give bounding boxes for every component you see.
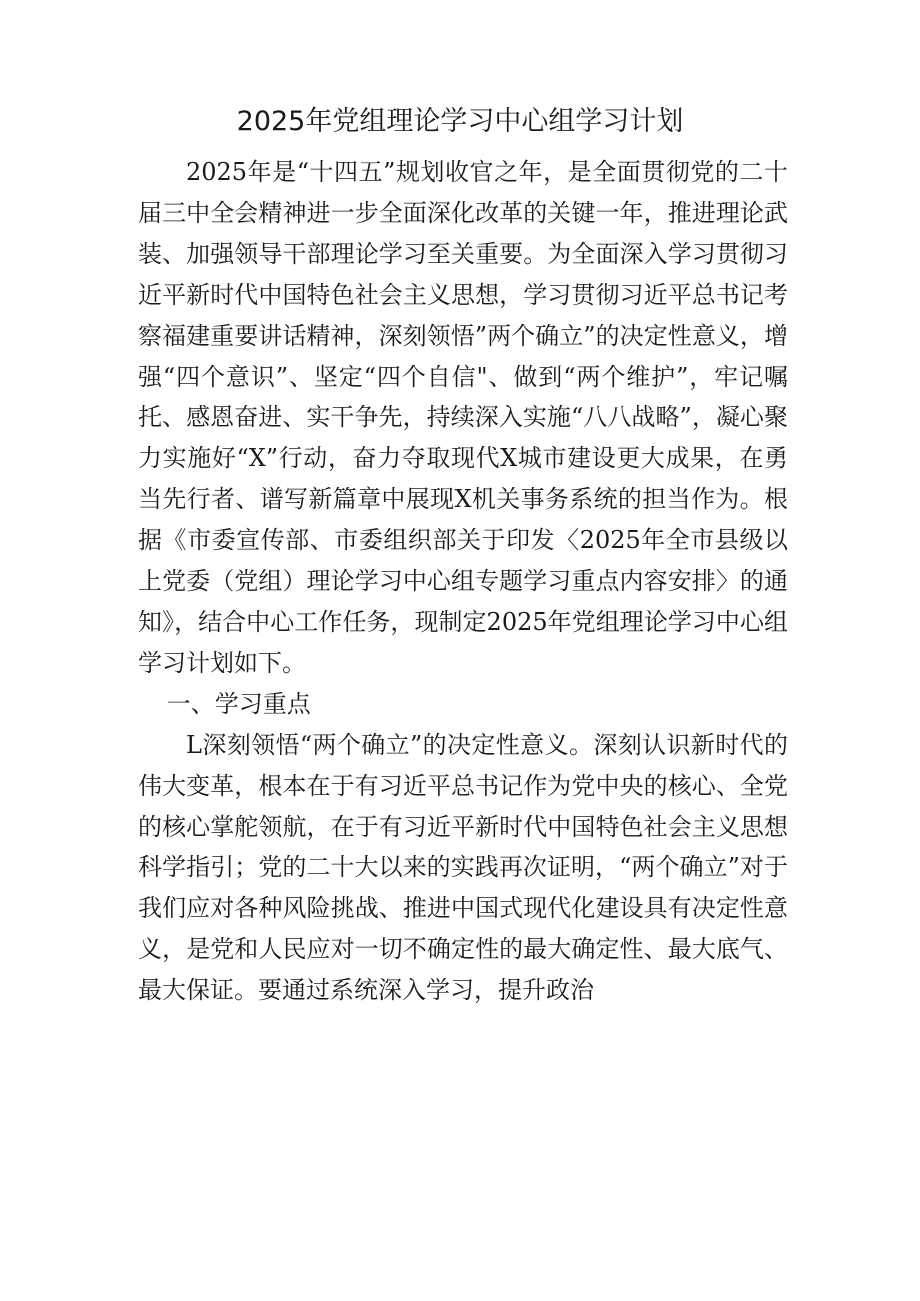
- document-title: 2025年党组理论学习中心组学习计划: [236, 106, 684, 137]
- point-1-paragraph: L深刻领悟“两个确立”的决定性意义。深刻认识新时代的伟大变革，根本在于有习近平总书记作为党中央的核心、全党的核心掌舵领航，在于有习近平新时代中国特色社会主义思想科学指引；党的二十大以来的实践再次证明，“两个确立”对于我们应对各种风险挑战、推进中国式现代化建设具有决定性意义，是党和人民应对一切不确定性的最大确定性、最大底气、最大保证。要通过系统深入学习，提升政治: [138, 730, 788, 1005]
- document-body: [138, 152, 788, 1011]
- intro-paragraph: 2025年是“十四五”规划收官之年，是全面贯彻党的二十届三中全会精神进一步全面深化改革的关键一年，推进理论武装、加强领导干部理论学习至关重要。为全面深入学习贯彻习近平新时代中国特色社会主义思想，学习贯彻习近平总书记考察福建重要讲话精神，深刻领悟”两个确立”的决定性意义，增强“四个意识”、坚定“四个自信"、做到“两个维护”，牢记嘱托、感恩奋进、实干争先，持续深入实施“八八战略”，凝心聚力实施好“X”行动，奋力夺取现代X城市建设更大成果，在勇当先行者、谱写新篇章中展现X机关事务系统的担当作为。根据《市委宣传部、市委组织部关于印发〈2025年全市县级以上党委（党组）理论学习中心组专题学习重点内容安排〉的通知》，结合中心工作任务，现制定2025年党组理论学习中心组学习计划如下。: [138, 158, 788, 677]
- section-heading-study-focus: 一、学习重点: [166, 689, 311, 718]
